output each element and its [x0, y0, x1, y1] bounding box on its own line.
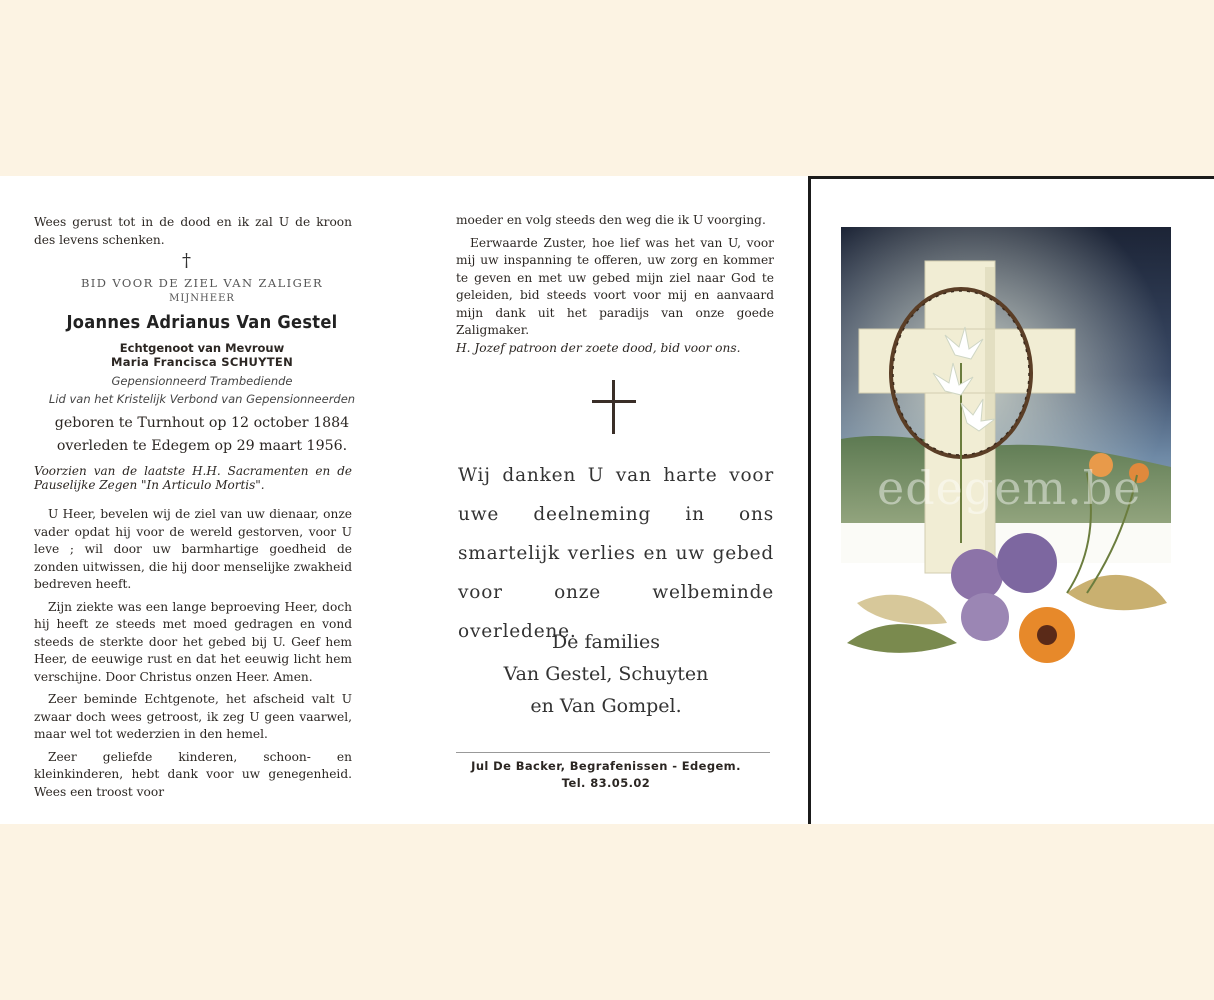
- deceased-name: Joannes Adrianus Van Gestel: [66, 313, 338, 333]
- birth-line: geboren te Turnhout op 12 october 1884: [54, 415, 350, 431]
- left-page: [0, 176, 404, 824]
- membership: Lid van het Kristelijk Verbond van Gepensionneerden: [48, 392, 356, 406]
- watermark: edegem.be: [877, 461, 1142, 515]
- paragraph: Zeer beminde Echtgenote, het afscheid valt U zwaar doch wees getroost, ik zeg U geen vaarwel, maar wel tot wederzien in den hemel.: [34, 692, 352, 741]
- middle-page: [404, 176, 808, 824]
- invocation: H. Jozef patroon der zoete dood, bid voor ons.: [456, 340, 741, 355]
- sacraments-note: Voorzien van de laatste H.H. Sacramenten en de Pauselijke Zegen "In Articulo Mortis".: [34, 464, 352, 492]
- printer-line-2: Tel. 83.05.02: [561, 776, 651, 790]
- paragraph: U Heer, bevelen wij de ziel van uw dienaar, onze vader opdat hij voor de wereld gestorven, voor U leve ; wil door uw barmhartige goedheid de zonden uitwissen, die hij door menselijke zwakheid bedreven heeft.: [34, 507, 352, 591]
- families-line-2: en Van Gompel.: [530, 695, 682, 717]
- printer-line-1: Jul De Backer, Begrafenissen - Edegem.: [471, 759, 741, 773]
- thanks-message: Wij danken U van harte voor uwe deelneming in ons smartelijk verlies en uw gebed voor onze welbeminde overledene.: [458, 465, 774, 642]
- printer-credit: [404, 758, 808, 792]
- spouse-line-1: Echtgenoot van Mevrouw: [119, 341, 285, 355]
- epigraph: Wees gerust tot in de dood en ik zal U de kroon des levens schenken.: [34, 215, 352, 247]
- families-intro: De families: [551, 631, 661, 653]
- honorific: MIJNHEER: [169, 293, 235, 304]
- paragraph: Zijn ziekte was een lange beproeving Heer, doch hij heeft ze steeds met moed gedragen en vond steeds de sterkte door het gebed bij U. Geef hem Heer, de eeuwige rust en dat het eeuwig licht hem verschijne. Door Christus onzen Heer. Amen.: [34, 599, 352, 684]
- death-line: overleden te Edegem op 29 maart 1956.: [56, 438, 348, 454]
- families-line-1: Van Gestel, Schuyten: [503, 663, 709, 685]
- families-signature: [404, 626, 808, 722]
- right-page: [808, 176, 1214, 824]
- farewell-text: [456, 212, 774, 362]
- continuation: moeder en volg steeds den weg die ik U voorging.: [456, 213, 766, 227]
- cross-icon: †: [182, 250, 191, 271]
- cross-icon: [592, 380, 636, 434]
- prayer-body: [34, 506, 352, 806]
- divider: [456, 752, 770, 753]
- paragraph: Eerwaarde Zuster, hoe lief was het van U, voor mij uw inspanning te offeren, uw zorg en kommer te geven en met uw gebed mijn ziel naar God te geleiden, bid steeds voort voor mij en aanvaard mijn dank uit het paradijs van onze goede Zaligmaker.: [456, 235, 774, 337]
- occupation: Gepensionneerd Trambediende: [111, 374, 293, 388]
- spouse-line-2: Maria Francisca SCHUYTEN: [110, 355, 294, 369]
- prayer-heading: BID VOOR DE ZIEL VAN ZALIGER: [80, 276, 324, 290]
- paragraph: Zeer geliefde kinderen, schoon- en kleinkinderen, hebt dank voor uw genegenheid. Wees een troost voor: [34, 749, 352, 799]
